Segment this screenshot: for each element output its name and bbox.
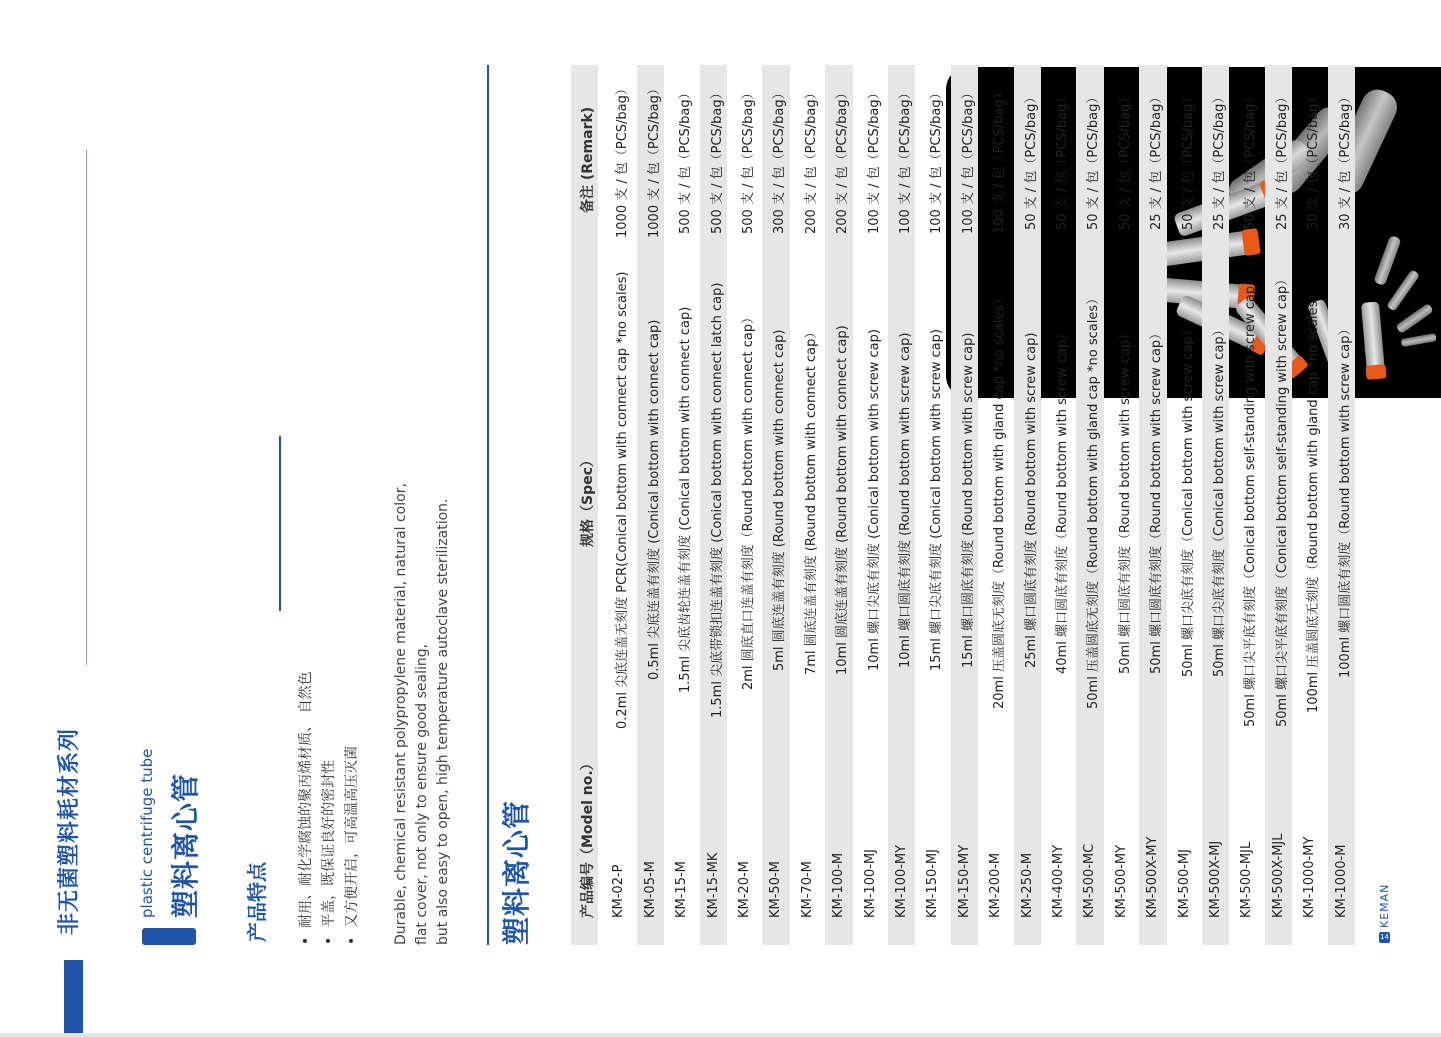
cell-remark: 50 支 / 包（PCS/bag） [1117, 90, 1133, 230]
cell-spec: 100ml 螺口圆底有刻度（Round bottom with screw cap） [1337, 322, 1353, 678]
cell-remark: 30 支 / 包（PCS/bag） [1337, 90, 1353, 230]
cell-model-no: KM-500-MJL [1239, 841, 1255, 918]
cell-spec: 50ml 压盖圆底无刻度（Round bottom with gland cap *no scales） [1086, 291, 1102, 709]
cell-remark: 500 支 / 包（PCS/bag） [709, 86, 725, 234]
cell-spec: 1.5ml 尖底齿轮连盖有刻度 (Conical bottom with connect cap) [678, 306, 694, 694]
features-english-line: Durable, chemical resistant polypropylene material, natural color, [393, 483, 409, 945]
cell-model-no: KM-500-MC [1082, 843, 1098, 918]
header-remark: 备注 (Remark) [580, 106, 596, 214]
cell-model-no: KM-500X-MJL [1270, 833, 1286, 918]
cell-remark: 200 支 / 包（PCS/bag） [803, 86, 819, 234]
product-title-cn: 塑料离心管 [169, 772, 202, 918]
feature-bullet-text: 耐用、耐化学腐蚀的聚丙烯材质、 自然色 [298, 671, 314, 928]
header-spec: 规格（Spec） [580, 453, 596, 547]
header-model-no: 产品编号（Model no.） [580, 756, 596, 918]
cell-model-no: KM-500-MY [1113, 844, 1129, 918]
cell-remark: 1000 支 / 包（PCS/bag） [615, 82, 631, 238]
feature-bullet: • 耐用、耐化学腐蚀的聚丙烯材质、 自然色 [298, 671, 314, 945]
cell-remark: 100 支 / 包（PCS/bag） [866, 86, 882, 234]
feature-bullet-text: 平盖，既保证良好的密封性 [321, 759, 337, 928]
cell-model-no: KM-250-M [1019, 852, 1035, 918]
cell-model-no: KM-50-M [768, 861, 784, 918]
cell-model-no: KM-05-M [642, 861, 658, 918]
cell-spec: 5ml 圆底连盖有刻度 (Round bottom with connect cap) [772, 329, 788, 671]
cell-spec: 10ml 螺口尖底有刻度 (Conical bottom with screw cap) [866, 329, 882, 671]
cell-remark: 50 支 / 包（PCS/bag） [1023, 90, 1039, 230]
cell-spec: 50ml 螺口尖平底有刻度（Conical bottom self-standing with screw cap） [1243, 272, 1259, 728]
cell-remark: 100 支 / 包（PCS/bag） [960, 86, 976, 234]
cell-remark: 50 支 / 包（PCS/bag） [1086, 90, 1102, 230]
cell-model-no: KM-1000-MY [1302, 836, 1318, 918]
cell-model-no: KM-02-P [611, 864, 627, 918]
cell-spec: 40ml 螺口圆底有刻度（Round bottom with screw cap） [1055, 326, 1070, 674]
cell-remark: 200 支 / 包（PCS/bag） [835, 86, 851, 234]
cell-remark: 25 支 / 包（PCS/bag） [1149, 90, 1165, 230]
cell-model-no: KM-500-MJ [1176, 849, 1192, 918]
cell-model-no: KM-200-M [988, 852, 1004, 918]
cell-spec: 15ml 螺口圆底有刻度 (Round bottom with screw cap) [960, 332, 976, 668]
section-title: 塑料离心管 [500, 799, 533, 945]
feature-bullet: • 平盖，既保证良好的密封性 [321, 759, 337, 945]
cell-remark: 100 支 / 包（PCS/bag） [898, 86, 913, 234]
cell-spec: 15ml 螺口尖底有刻度 (Conical bottom with screw cap) [929, 329, 945, 671]
series-accent-bar [64, 960, 83, 1033]
series-title: 非无菌塑料耗材系列 [57, 727, 82, 935]
cell-model-no: KM-500X-MY [1145, 836, 1161, 918]
series-divider [86, 150, 87, 665]
cell-model-no: KM-100-MY [894, 844, 909, 918]
cell-spec: 50ml 螺口圆底有刻度（Round bottom with screw cap） [1117, 326, 1133, 674]
cell-remark: 300 支 / 包（PCS/bag） [772, 86, 788, 234]
cell-remark: 25 支 / 包（PCS/bag） [1274, 90, 1290, 230]
cell-remark: 100 支 / 包（PCS/bag） [929, 86, 945, 234]
cell-model-no: KM-1000-M [1333, 844, 1349, 918]
cell-spec: 50ml 螺口尖底有刻度（Conical bottom with screw cap） [1212, 323, 1227, 677]
title-accent-bar [142, 928, 196, 945]
cell-remark: 500 支 / 包（PCS/bag） [741, 86, 756, 234]
cell-remark: 500 支 / 包（PCS/bag） [678, 86, 694, 234]
cell-model-no: KM-70-M [799, 861, 815, 918]
cell-model-no: KM-150-MY [956, 844, 972, 918]
cell-model-no: KM-15-M [674, 861, 690, 918]
cell-spec: 50ml 螺口圆底有刻度（Round bottom with screw cap） [1149, 326, 1165, 674]
features-english-line: flat cover, not only to ensure good sealing, [414, 643, 430, 945]
page-bottom-edge [0, 1033, 1441, 1037]
features-divider [279, 436, 281, 611]
cell-spec: 50ml 螺口尖平底有刻度（Conical bottom self-standing with screw cap） [1274, 272, 1290, 728]
cell-remark: 50 支 / 包（PCS/bag） [1055, 90, 1070, 230]
cell-model-no: KM-500X-MJ [1208, 840, 1223, 918]
cell-remark: 100 支 / 包（PCS/bag） [992, 86, 1008, 234]
cell-model-no: KM-20-M [737, 861, 752, 918]
page-number-badge [1379, 932, 1390, 943]
cell-spec: 10ml 圆底连盖有刻度 (Round bottom with connect cap) [835, 325, 851, 675]
cell-remark: 50 支 / 包（PCS/bag） [1180, 90, 1196, 230]
cell-spec: 1.5ml 尖底带锁扣连盖有刻度 (Conical bottom with connect latch cap) [709, 282, 725, 718]
cell-remark: 25 支 / 包（PCS/bag） [1212, 90, 1227, 230]
cell-model-no: KM-150-MJ [925, 849, 941, 918]
brand-name: KEMAN [1378, 883, 1391, 928]
cell-spec: 25ml 螺口圆底有刻度 (Round bottom with screw cap) [1023, 332, 1039, 668]
cell-remark: 30 支 / 包（PCS/bag） [1306, 90, 1322, 230]
cell-model-no: KM-15-MK [705, 852, 721, 918]
feature-bullet: • 又方便开启，可高温高压灭菌 [344, 745, 360, 945]
cell-spec: 2ml 圆底直口连盖有刻度（Round bottom with connect cap） [741, 310, 756, 690]
features-english-line: but also easy to open, high temperature autoclave sterilization. [435, 498, 451, 945]
features-heading: 产品特点 [245, 862, 269, 942]
cell-remark: 1000 支 / 包（PCS/bag） [646, 82, 662, 238]
cell-model-no: KM-100-MJ [862, 849, 878, 918]
cell-model-no: KM-100-M [831, 852, 847, 918]
cell-spec: 100ml 压盖圆底无刻度（Round bottom with gland cap *no scales） [1306, 287, 1322, 713]
cell-spec: 7ml 圆底连盖有刻度 (Round bottom with connect cap） [803, 325, 819, 675]
product-title-en: plastic centrifuge tube [138, 748, 156, 918]
cell-spec: 0.5ml 尖底连盖有刻度 (Conical bottom with connect cap) [646, 319, 662, 681]
cell-model-no: KM-400-MY [1051, 844, 1066, 918]
cell-remark: 50 支 / 包（PCS/bag） [1243, 90, 1259, 230]
section-divider [487, 65, 489, 945]
feature-bullet-text: 又方便开启，可高温高压灭菌 [344, 745, 360, 928]
cell-spec: 20ml 压盖圆底无刻度（Round bottom with gland cap *no scales） [992, 291, 1008, 709]
page-number: 14 [1380, 933, 1389, 941]
cell-spec: 10ml 螺口圆底有刻度 (Round bottom with screw cap) [898, 332, 913, 668]
cell-spec: 0.2ml 尖底连盖无刻度 PCR(Conical bottom with connect cap *no scales) [615, 271, 631, 729]
cell-spec: 50ml 螺口尖底有刻度（Conical bottom with screw cap） [1180, 323, 1196, 677]
